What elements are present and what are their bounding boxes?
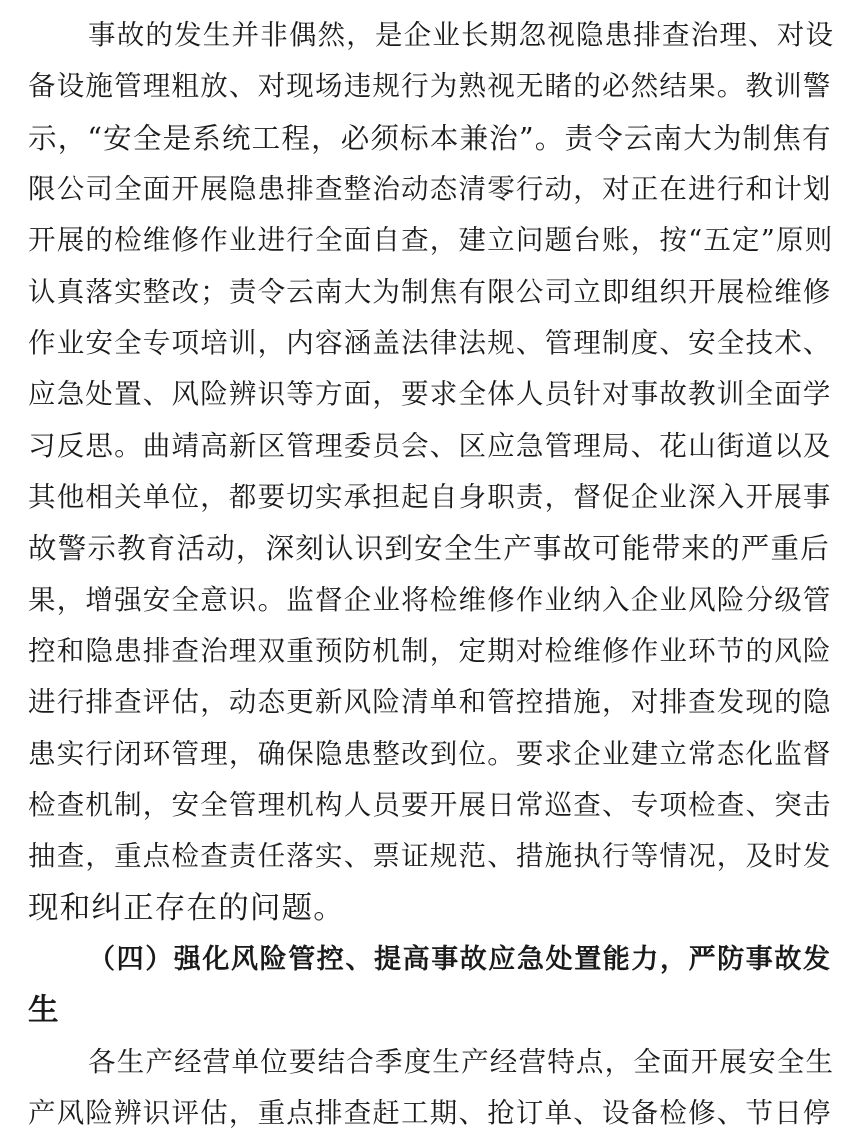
paragraph-1-line: 抽查，重点检查责任落实、票证规范、措施执行等情况，及时发 — [28, 840, 832, 873]
paragraph-1-line: 现和纠正存在的问题。 — [28, 890, 345, 926]
paragraph-1-line: 患实行闭环管理，确保隐患整改到位。要求企业建立常态化监督 — [28, 737, 832, 770]
paragraph-1-line: 控和隐患排查治理双重预防机制，定期对检维修作业环节的风险 — [28, 635, 832, 667]
paragraph-1-line: 果，增强安全意识。监督企业将检维修作业纳入企业风险分级管 — [28, 583, 832, 616]
paragraph-1-line: 其他相关单位，都要切实承担起自身职责，督促企业深入开展事 — [28, 481, 832, 513]
paragraph-1-line: 认真落实整改；责令云南大为制焦有限公司立即组织开展检维修 — [28, 275, 832, 308]
paragraph-1-line: 事故的发生并非偶然，是企业长期忽视隐患排查治理、对设 — [88, 19, 835, 51]
paragraph-1-line: 应急处置、风险辨识等方面，要求全体人员针对事故教训全面学 — [28, 378, 832, 411]
paragraph-1-line: 故警示教育活动，深刻认识到安全生产事故可能带来的严重后 — [28, 532, 830, 566]
paragraph-2-line: 产风险辨识评估，重点排查赶工期、抢订单、设备检修、节日停 — [28, 1097, 832, 1129]
paragraph-1-line: 限公司全面开展隐患排查整治动态清零行动，对正在进行和计划 — [28, 173, 832, 205]
paragraph-1-line: 备设施管理粗放、对现场违规行为熟视无睹的必然结果。教训警 — [28, 70, 832, 103]
paragraph-2-line: 各生产经营单位要结合季度生产经营特点，全面开展安全生 — [88, 1045, 835, 1078]
paragraph-1-line: 作业安全专项培训，内容涵盖法律法规、管理制度、安全技术、 — [28, 327, 832, 359]
paragraph-1-line: 检查机制，安全管理机构人员要开展日常巡查、专项检查、突击 — [28, 789, 832, 821]
paragraph-1-line: 进行排查评估，动态更新风险清单和管控措施，对排查发现的隐 — [28, 686, 832, 719]
section-heading-line: 生 — [28, 993, 61, 1029]
paragraph-1-line: 示，“安全是系统工程，必须标本兼治”。责令云南大为制焦有 — [28, 121, 832, 155]
paragraph-1-line: 习反思。曲靖高新区管理委员会、区应急管理局、花山街道以及 — [28, 429, 832, 462]
section-heading-line: （四）强化风险管控、提高事故应急处置能力，严防事故发 — [88, 944, 832, 975]
paragraph-1-line: 开展的检维修作业进行全面自查，建立问题台账，按“五定”原则 — [28, 224, 834, 257]
